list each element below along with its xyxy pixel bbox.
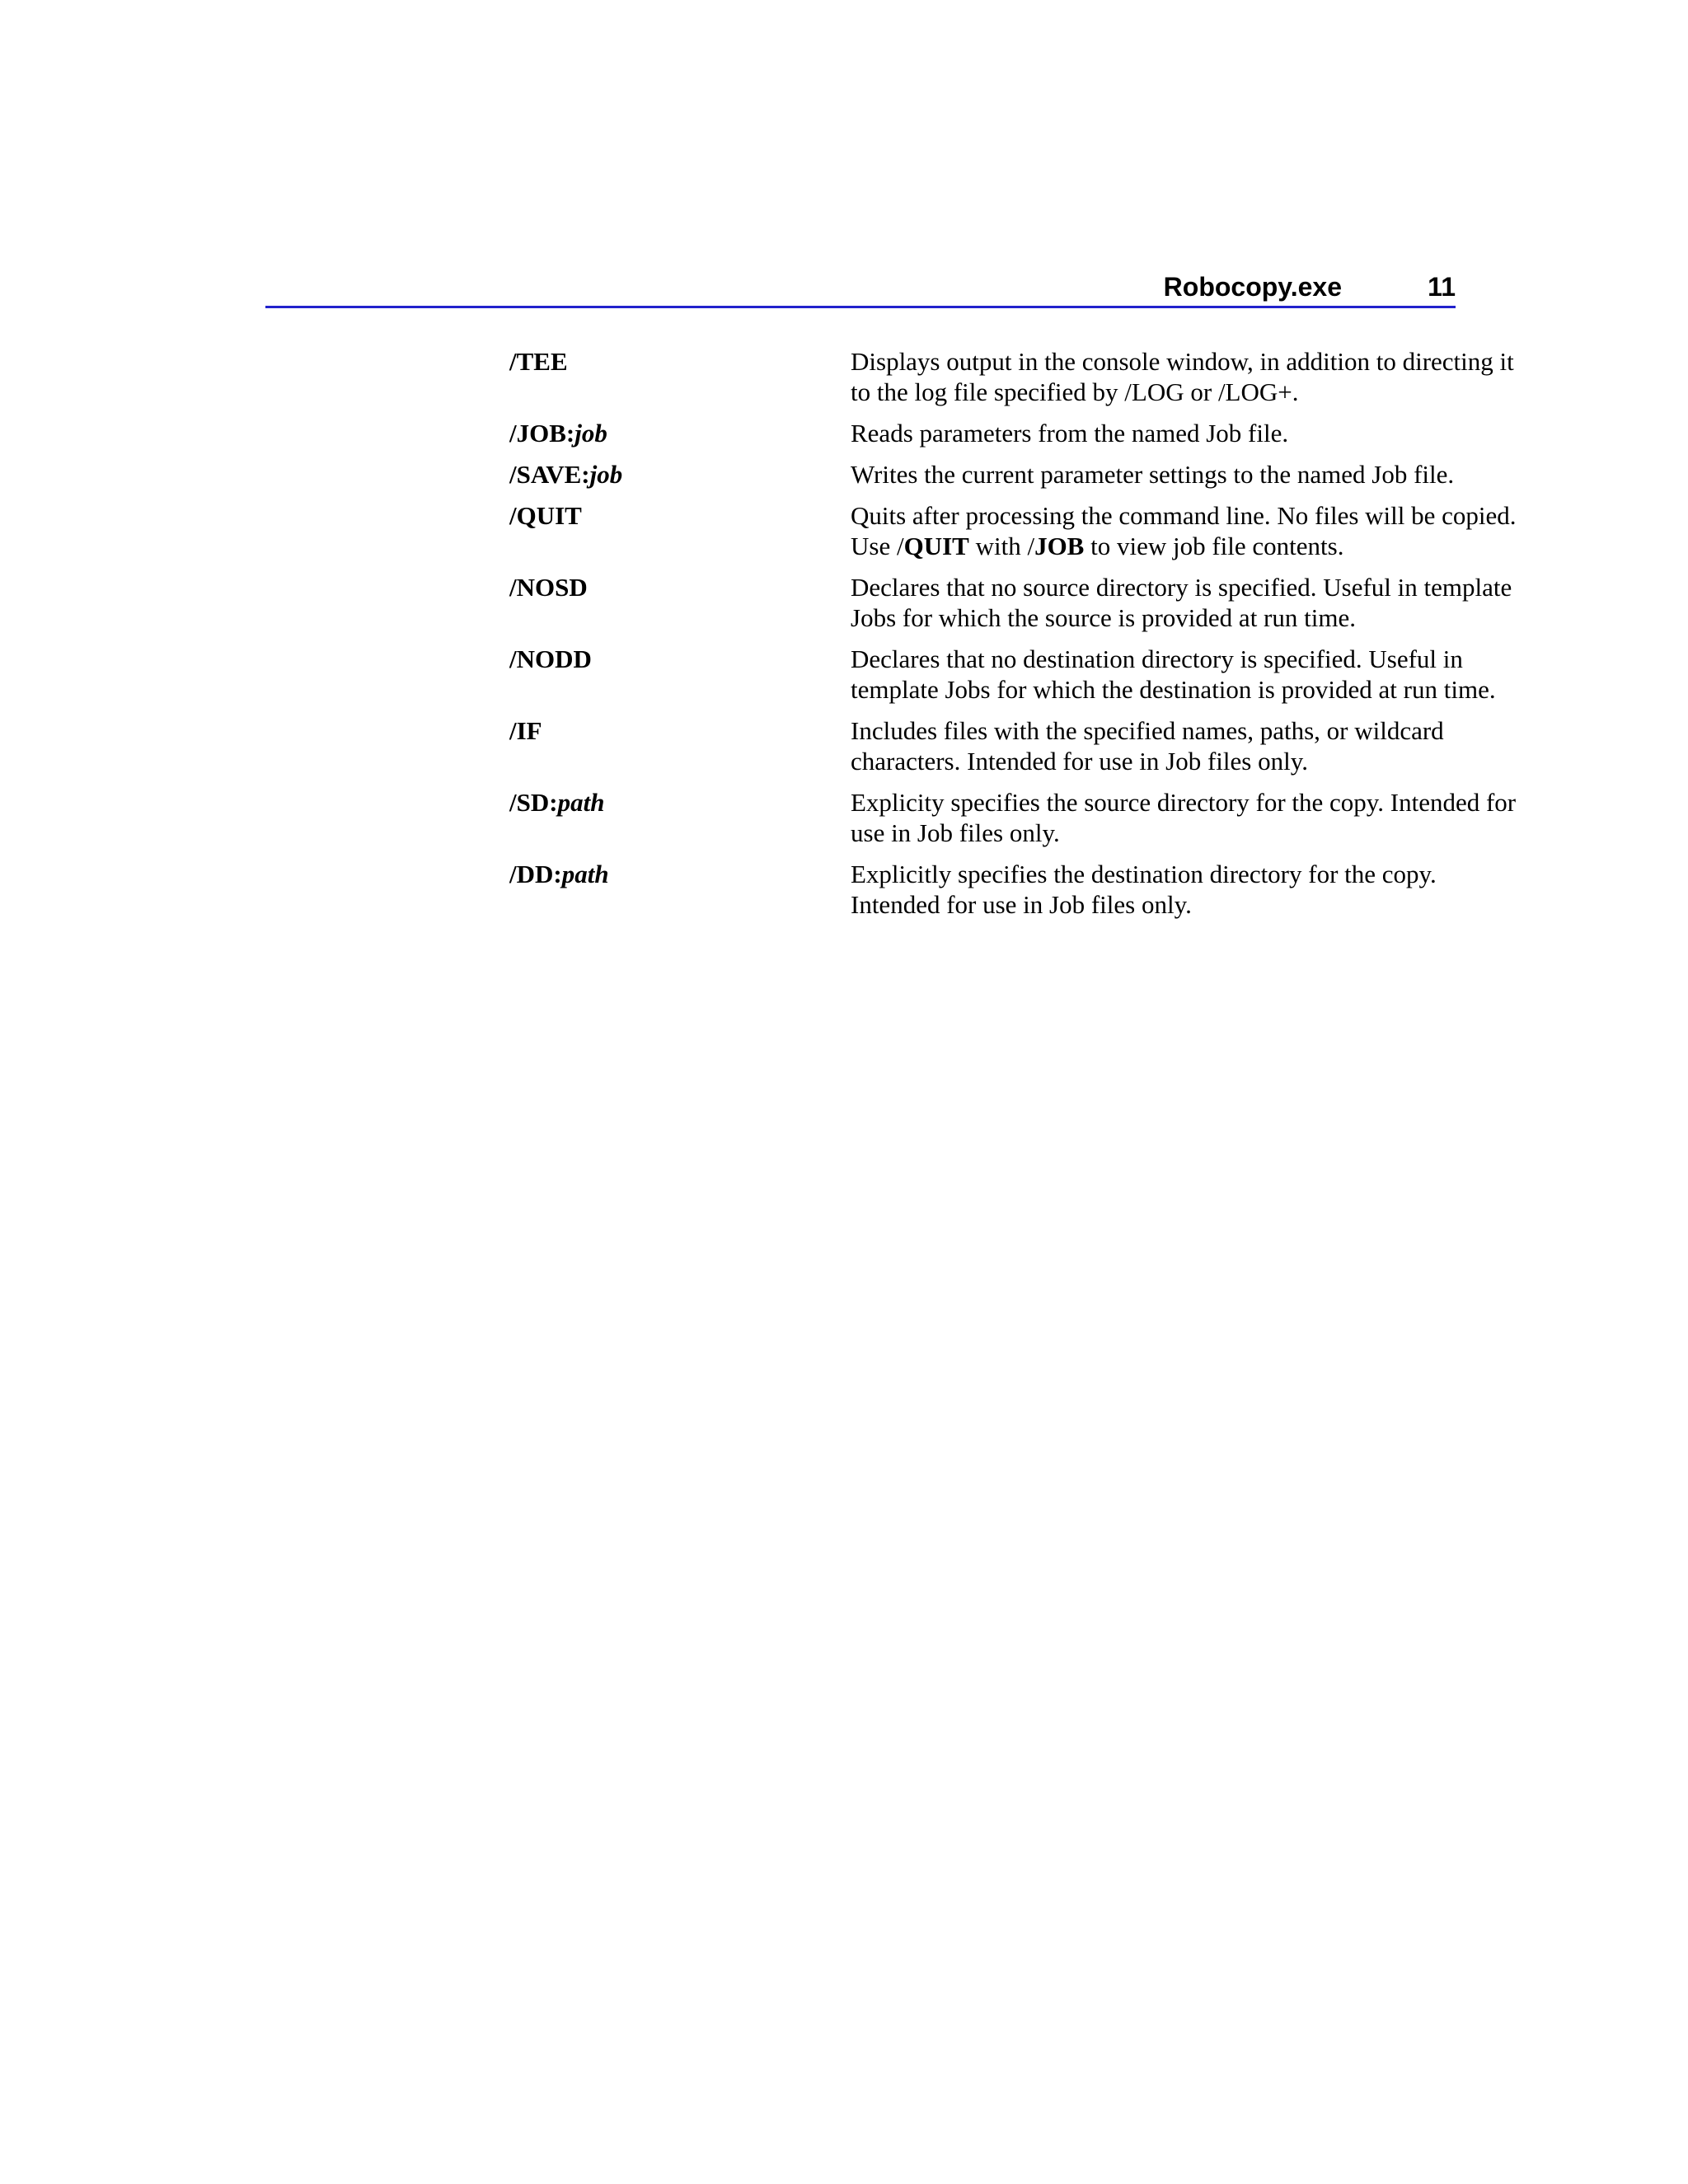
description-bold-quit: QUIT: [903, 532, 969, 560]
switch-name: /NODD: [509, 644, 592, 673]
option-switch: [509, 787, 851, 848]
description-text: to view job file contents.: [1084, 532, 1344, 560]
option-description: [851, 500, 1523, 561]
description-text: Quits after processing the command line. No files will be copied. Use /: [851, 501, 1517, 560]
switch-argument: job: [574, 419, 607, 448]
option-description: Reads parameters from the named Job file.: [851, 419, 1289, 448]
option-row-dd: [509, 859, 1523, 920]
page-number: 11: [1428, 272, 1456, 302]
switch-argument: job: [589, 460, 623, 489]
option-row-if: [509, 715, 1523, 776]
description-text: with /: [968, 532, 1035, 560]
option-description: Displays output in the console window, in addition to directing it to the log file specified by /LOG or /LOG+.: [851, 347, 1514, 406]
switch-name: /JOB:: [509, 419, 575, 448]
description-bold-job: JOB: [1034, 532, 1085, 560]
header-rule: [265, 306, 1456, 308]
option-row-nosd: [509, 572, 1523, 633]
option-switch: [509, 459, 851, 490]
switch-name: /SD:: [509, 788, 558, 817]
switch-name: /NOSD: [509, 573, 588, 602]
option-description: Declares that no destination directory is specified. Useful in template Jobs for which the destination is provided at run time.: [851, 644, 1496, 704]
option-switch: [509, 715, 851, 776]
option-table: [509, 346, 1523, 930]
option-switch: [509, 346, 851, 407]
option-switch: [509, 644, 851, 705]
option-row-save: [509, 459, 1523, 490]
option-row-job: [509, 418, 1523, 448]
switch-argument: path: [557, 788, 605, 817]
option-switch: [509, 572, 851, 633]
option-switch: [509, 418, 851, 448]
option-description: Explicity specifies the source directory for the copy. Intended for use in Job files only.: [851, 788, 1517, 847]
option-description: Writes the current parameter settings to the named Job file.: [851, 460, 1455, 489]
switch-argument: path: [561, 860, 609, 888]
option-row-sd: [509, 787, 1523, 848]
option-description: Includes files with the specified names, paths, or wildcard characters. Intended for use in Job files only.: [851, 716, 1444, 776]
switch-name: /TEE: [509, 347, 568, 376]
option-switch: [509, 500, 851, 561]
option-switch: [509, 859, 851, 920]
option-row-nodd: [509, 644, 1523, 705]
option-description: Declares that no source directory is specified. Useful in template Jobs for which the source is provided at run time.: [851, 573, 1512, 632]
option-description: Explicitly specifies the destination directory for the copy. Intended for use in Job files only.: [851, 860, 1437, 919]
header-title: Robocopy.exe: [1163, 272, 1342, 302]
switch-name: /SAVE:: [509, 460, 590, 489]
switch-name: /IF: [509, 716, 542, 745]
switch-name: /DD:: [509, 860, 562, 888]
switch-name: /QUIT: [509, 501, 582, 530]
running-header: [265, 265, 1456, 307]
option-row-quit: [509, 500, 1523, 561]
option-row-tee: [509, 346, 1523, 407]
